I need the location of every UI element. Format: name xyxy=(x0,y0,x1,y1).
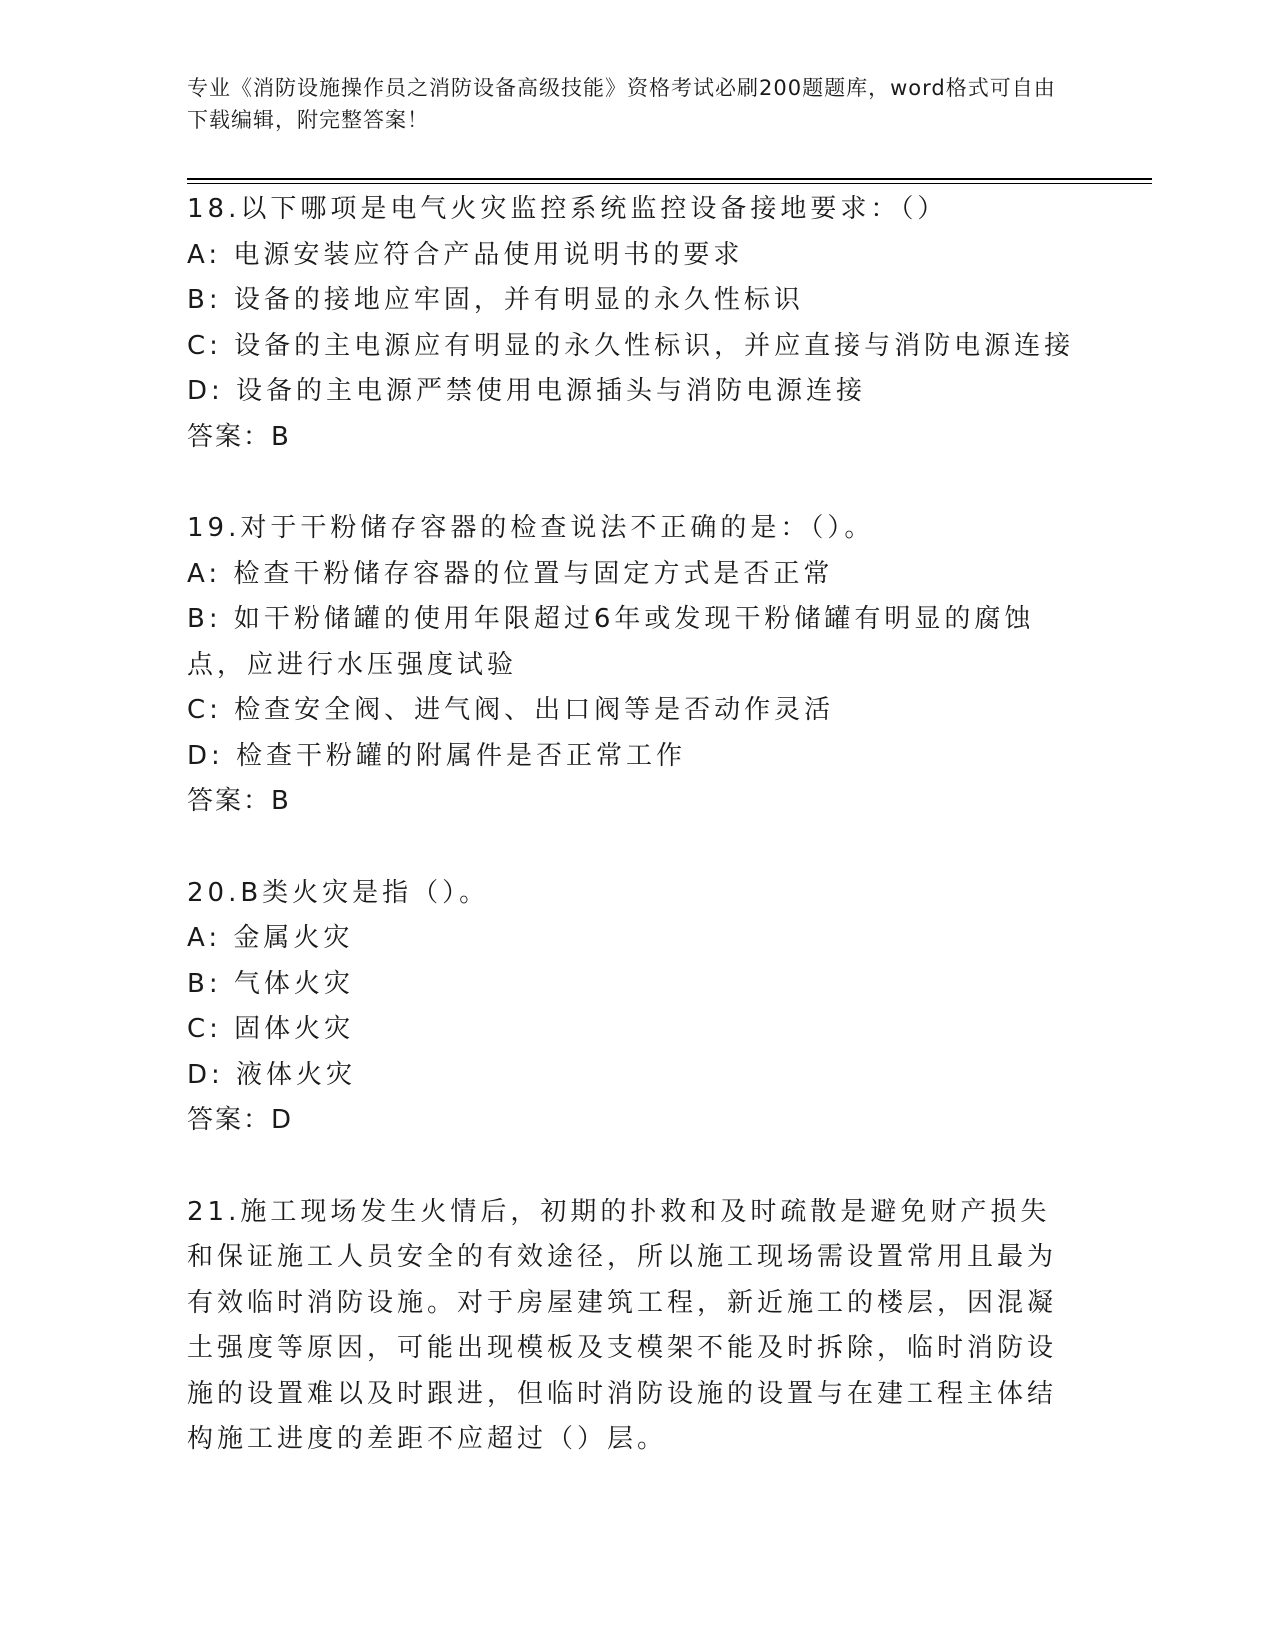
document-header: 专业《消防设施操作员之消防设备高级技能》资格考试必刷200题题库，word格式可自由下载编辑，附完整答案！ xyxy=(187,76,1056,132)
answer-value: B xyxy=(271,421,291,452)
answer-label: 答案： xyxy=(187,1105,272,1135)
question-stem: 19.对于干粉储存容器的检查说法不正确的是：（）。 xyxy=(187,513,875,543)
answer-label: 答案： xyxy=(187,421,272,452)
option-d: D: 检查干粉罐的附属件是否正常工作 xyxy=(187,740,687,771)
question-18 xyxy=(187,187,1087,460)
option-d: D: 液体火灾 xyxy=(187,1059,357,1090)
header-divider-thin xyxy=(187,183,1152,184)
question-stem: 18.以下哪项是电气火灾监控系统监控设备接地要求：（） xyxy=(187,194,948,224)
question-stem: 20.B类火灾是指（）。 xyxy=(187,877,490,908)
option-b: B: 设备的接地应牢固，并有明显的永久性标识 xyxy=(187,285,804,315)
header-divider-thick xyxy=(187,178,1152,180)
option-d: D: 设备的主电源严禁使用电源插头与消防电源连接 xyxy=(187,376,867,406)
answer-label: 答案： xyxy=(187,786,272,816)
question-stem: 21.施工现场发生火情后，初期的扑救和及时疏散是避免财产损失和保证施工人员安全的有效途径，所以施工现场需设置常用且最为有效临时消防设施。对于房屋建筑工程，新近施工的楼层，因混凝土强度等原因，可能出现模板及支模架不能及时拆除，临时消防设施的设置难以及时跟进，但临时消防设施的设置与在建工程主体结构施工进度的差距不应超过（）层。 xyxy=(187,1196,1058,1454)
option-c: C: 检查安全阀、进气阀、出口阀等是否动作灵活 xyxy=(187,695,835,725)
option-a: A: 检查干粉储存容器的位置与固定方式是否正常 xyxy=(187,558,834,589)
option-b: B: 如干粉储罐的使用年限超过6年或发现干粉储罐有明显的腐蚀点，应进行水压强度试验 xyxy=(187,604,1035,680)
option-a: A: 电源安装应符合产品使用说明书的要求 xyxy=(187,239,744,270)
option-c: C: 设备的主电源应有明显的永久性标识，并应直接与消防电源连接 xyxy=(187,330,1075,361)
option-a: A: 金属火灾 xyxy=(187,923,354,953)
question-list xyxy=(187,187,1087,1509)
question-21 xyxy=(187,1190,1087,1463)
option-b: B: 气体火灾 xyxy=(187,968,354,999)
question-20 xyxy=(187,871,1087,1144)
question-19 xyxy=(187,506,1087,825)
answer-line xyxy=(187,415,1087,461)
option-c: C: 固体火灾 xyxy=(187,1014,355,1044)
answer-line xyxy=(187,1098,1087,1144)
answer-value: D xyxy=(271,1105,294,1135)
answer-value: B xyxy=(271,786,291,816)
answer-line xyxy=(187,779,1087,825)
